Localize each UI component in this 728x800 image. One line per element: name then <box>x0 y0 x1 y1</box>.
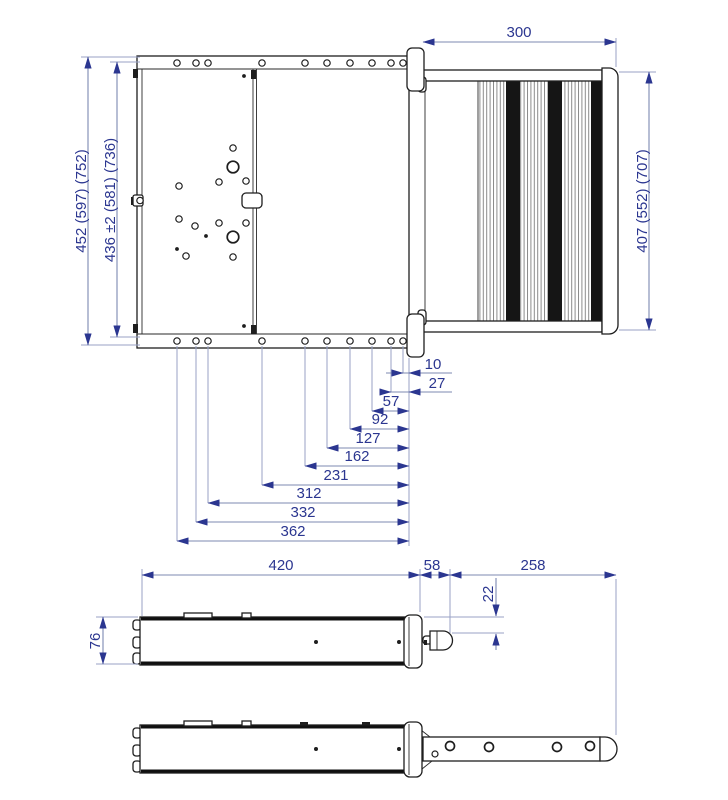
tread-grip-bar <box>548 81 562 321</box>
top-view <box>73 24 656 546</box>
dim-label-arm-extension: 258 <box>520 557 546 574</box>
weld-mark <box>300 722 308 725</box>
corner-tab <box>133 69 138 78</box>
weld-mark <box>362 722 370 725</box>
top-tab <box>184 613 212 618</box>
tread-end-cap <box>602 68 618 334</box>
side-view-extended <box>133 721 617 777</box>
dim-label-housing-length: 420 <box>268 557 294 574</box>
dim-housing-length <box>142 557 420 616</box>
dim-label-offset-332: 332 <box>290 504 316 521</box>
tread-rib-surface <box>478 81 604 321</box>
divider-top-block <box>251 70 256 79</box>
dim-label-tread-width: 300 <box>506 24 532 41</box>
dim-label-latch-length: 58 <box>423 557 441 574</box>
dim-label-offset-162: 162 <box>344 448 370 465</box>
tread-grip-bar <box>591 81 602 321</box>
dim-label-switch-offset: 22 <box>480 585 497 603</box>
top-tab <box>242 721 251 726</box>
arm-end-cap <box>600 737 617 761</box>
tread-top-rail <box>423 70 602 81</box>
dim-label-offset-92: 92 <box>371 411 389 428</box>
step-tread <box>423 68 618 334</box>
dim-hole-offsets <box>177 346 452 546</box>
housing-outline <box>137 56 409 348</box>
dim-label-mounting-hole-span: 436 ±2 (581) (736) <box>102 137 119 263</box>
dim-label-offset-10: 10 <box>424 356 442 373</box>
corner-tab <box>133 324 138 333</box>
top-tab <box>184 721 212 726</box>
housing-body <box>140 725 406 773</box>
dim-label-offset-27: 27 <box>428 375 446 392</box>
top-tab <box>242 613 251 618</box>
housing-end-cap <box>404 615 422 668</box>
dim-label-offset-127: 127 <box>355 430 381 447</box>
dim-label-overall-height: 452 (597) (752) <box>73 149 90 253</box>
hinge-brackets <box>407 48 426 357</box>
left-pivot-pin <box>131 195 143 206</box>
dim-label-tread-depth: 407 (552) (707) <box>634 149 651 253</box>
dim-label-offset-312: 312 <box>296 485 322 502</box>
hinge-bracket-bottom <box>407 314 424 357</box>
extended-arm <box>421 730 617 769</box>
kick-switch-pedal <box>423 631 453 650</box>
dim-label-offset-231: 231 <box>323 467 349 484</box>
housing-body <box>140 617 406 665</box>
dim-label-offset-362: 362 <box>280 523 306 540</box>
housing-plan <box>131 56 409 348</box>
side-view-closed <box>87 613 453 668</box>
hinge-bracket-top <box>407 48 424 91</box>
motor-cutout <box>242 193 262 208</box>
dim-label-offset-57: 57 <box>382 393 400 410</box>
dim-arm-extension <box>450 557 616 735</box>
dim-tread-width <box>423 24 616 67</box>
divider-bottom-block <box>251 325 256 334</box>
dim-label-housing-height: 76 <box>87 632 104 650</box>
housing-end-cap <box>404 722 422 777</box>
dim-tread-depth <box>619 72 656 330</box>
tread-grip-bar <box>506 81 520 321</box>
dim-latch-length <box>420 557 450 633</box>
tread-bottom-rail <box>423 321 602 332</box>
dim-housing-height <box>87 617 138 664</box>
